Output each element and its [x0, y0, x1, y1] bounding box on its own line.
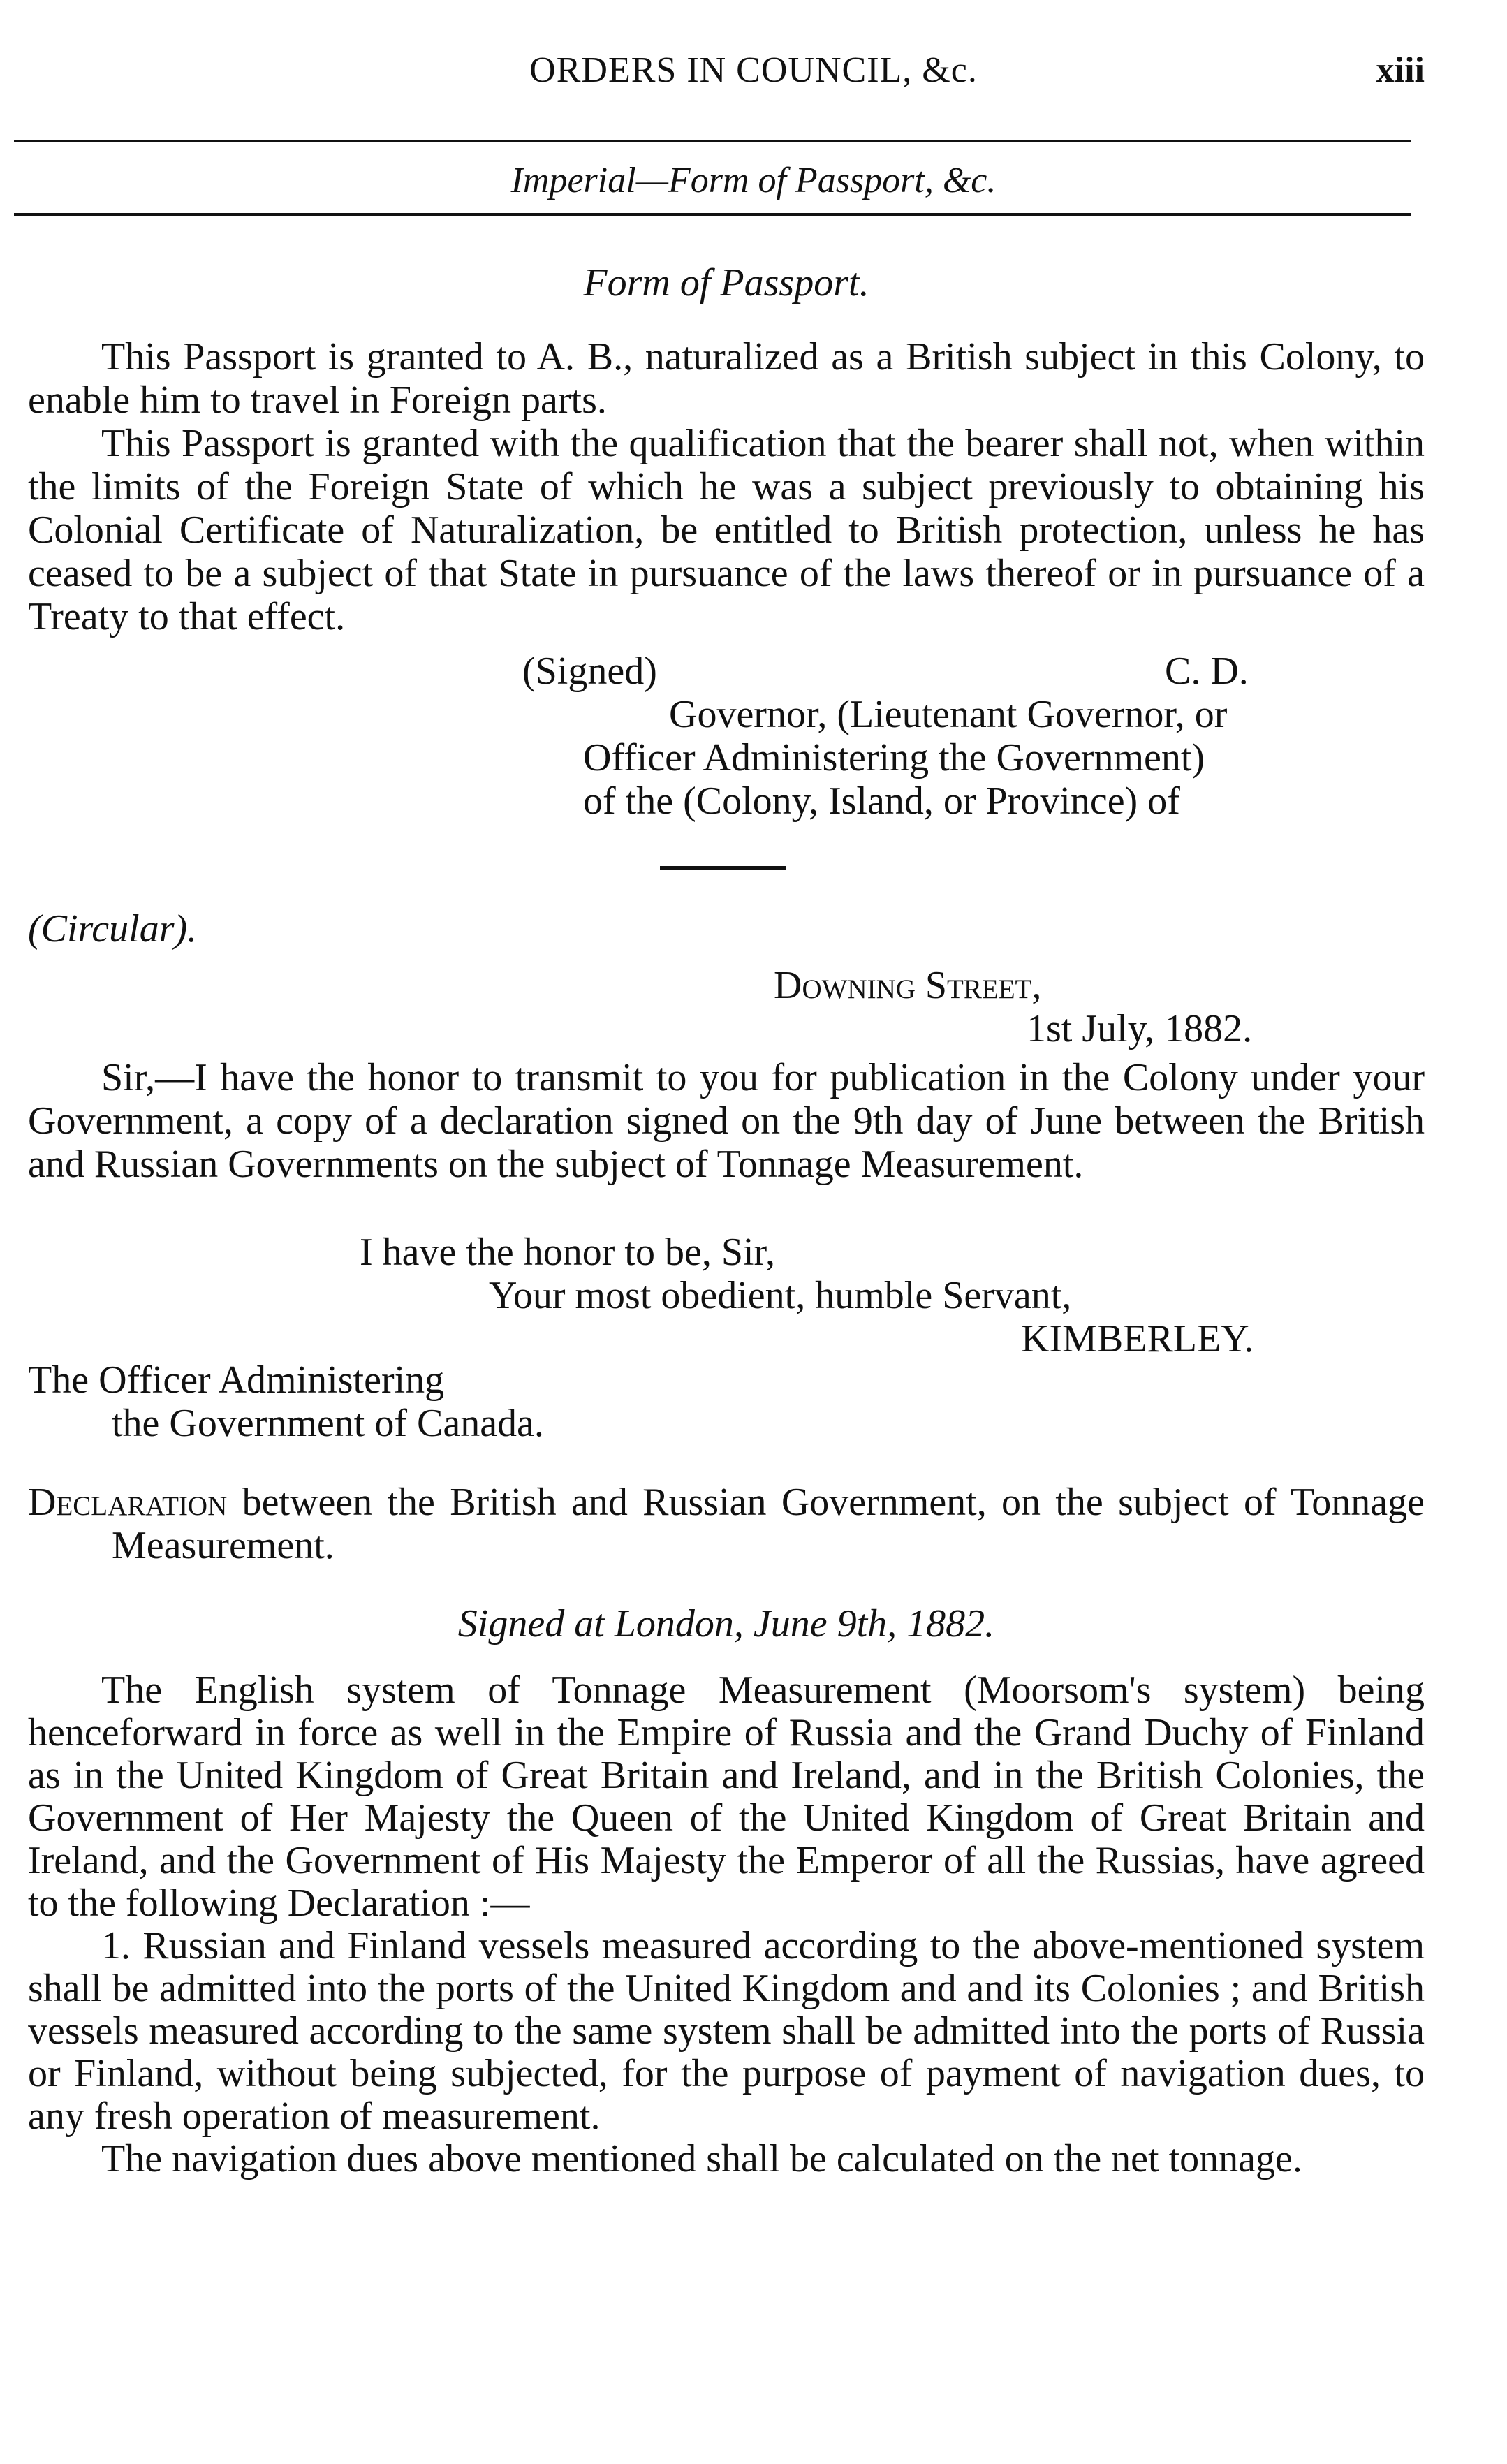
circular-label-block	[28, 908, 1425, 951]
circular-addressee	[28, 1358, 1425, 1445]
declaration-body	[28, 1669, 1425, 2180]
addressee-line-2: the Government of Canada.	[112, 1402, 544, 1445]
closing-line-2: Your most obedient, humble Servant,	[489, 1274, 1072, 1317]
circular-closing	[28, 1231, 1425, 1361]
closing-signature: KIMBERLEY.	[1021, 1317, 1254, 1361]
declaration-title	[28, 1481, 1425, 1567]
passport-body	[28, 335, 1425, 638]
declaration-heading	[28, 1481, 1425, 1567]
declaration-lead-word: Declaration	[28, 1481, 228, 1524]
declaration-paragraph-2: 1. Russian and Finland vessels measured according to the above-mentioned system shall be admitted into the ports of the United Kingdom and and its Colonies ; and British vessels measured according to the same system shall be admitted into the ports of Russia or Finland, without being subjected, for the purpose of payment of navigation dues, to any fresh operation of measurement.	[28, 1924, 1425, 2138]
signature-line-2: Officer Administering the Government)	[583, 736, 1205, 779]
addressee-line-1: The Officer Administering	[28, 1358, 445, 1402]
declaration-paragraph-3: The navigation dues above mentioned shall be calculated on the net tonnage.	[101, 2137, 1302, 2180]
declaration-signed-at: Signed at London, June 9th, 1882.	[457, 1602, 995, 1645]
circular-place: Downing Street,	[774, 964, 1042, 1007]
passport-paragraph-2: This Passport is granted with the qualification that the bearer shall not, when within the limits of the Foreign State of which he was a subject previously to obtaining his Colonial Certificate of Naturalization, be entitled to British protection, unless he has ceased to be a subject of that State in pursuance of the laws thereof or in pursuance of a Treaty to that effect.	[28, 422, 1425, 638]
declaration-paragraph-1: The English system of Tonnage Measurement (Moorsom's system) being henceforward in force as well in the Empire of Russia and the Grand Duchy of Finland as in the United Kingdom of Great Britain and Ireland, and in the British Colonies, the Government of Her Majesty the Queen of the United Kingdom of Great Britain and Ireland, and the Government of His Majesty the Emperor of all the Russias, have agreed to the following Declaration :—	[28, 1669, 1425, 1925]
circular-letter-text: Sir,—I have the honor to transmit to you for publication in the Colony under your Government, a copy of a declaration signed on the 9th day of June between the British and Russian Governments on the subject of Tonnage Measurement.	[28, 1056, 1425, 1186]
running-header	[0, 50, 1507, 106]
passport-paragraph-1: This Passport is granted to A. B., naturalized as a British subject in this Colony, to enable him to travel in Foreign parts.	[28, 335, 1425, 422]
circular-label: (Circular).	[28, 907, 198, 951]
declaration-signed-block	[28, 1603, 1425, 1646]
running-title: ORDERS IN COUNCIL, &c.	[529, 50, 978, 90]
signature-line-3: of the (Colony, Island, or Province) of	[583, 779, 1180, 823]
circular-dateline	[28, 964, 1425, 1050]
circular-date: 1st July, 1882.	[1027, 1007, 1253, 1050]
page-number: xiii	[1376, 50, 1425, 90]
circular-body	[28, 1056, 1425, 1186]
passport-heading: Form of Passport.	[583, 261, 869, 305]
declaration-heading-rest: between the British and Russian Government, on the subject of Tonnage Measurement.	[112, 1481, 1425, 1567]
header-rule-top	[14, 140, 1411, 142]
section-divider	[660, 866, 786, 870]
passport-signature	[28, 650, 1425, 823]
passport-heading-block	[28, 262, 1425, 305]
signed-label: (Signed)	[522, 650, 657, 693]
section-subtitle: Imperial—Form of Passport, &c.	[510, 161, 997, 200]
closing-line-1: I have the honor to be, Sir,	[360, 1231, 775, 1274]
signatory-initials: C. D.	[1165, 650, 1249, 693]
signature-line-1: Governor, (Lieutenant Governor, or	[669, 693, 1228, 736]
header-rule-bottom	[14, 213, 1411, 216]
